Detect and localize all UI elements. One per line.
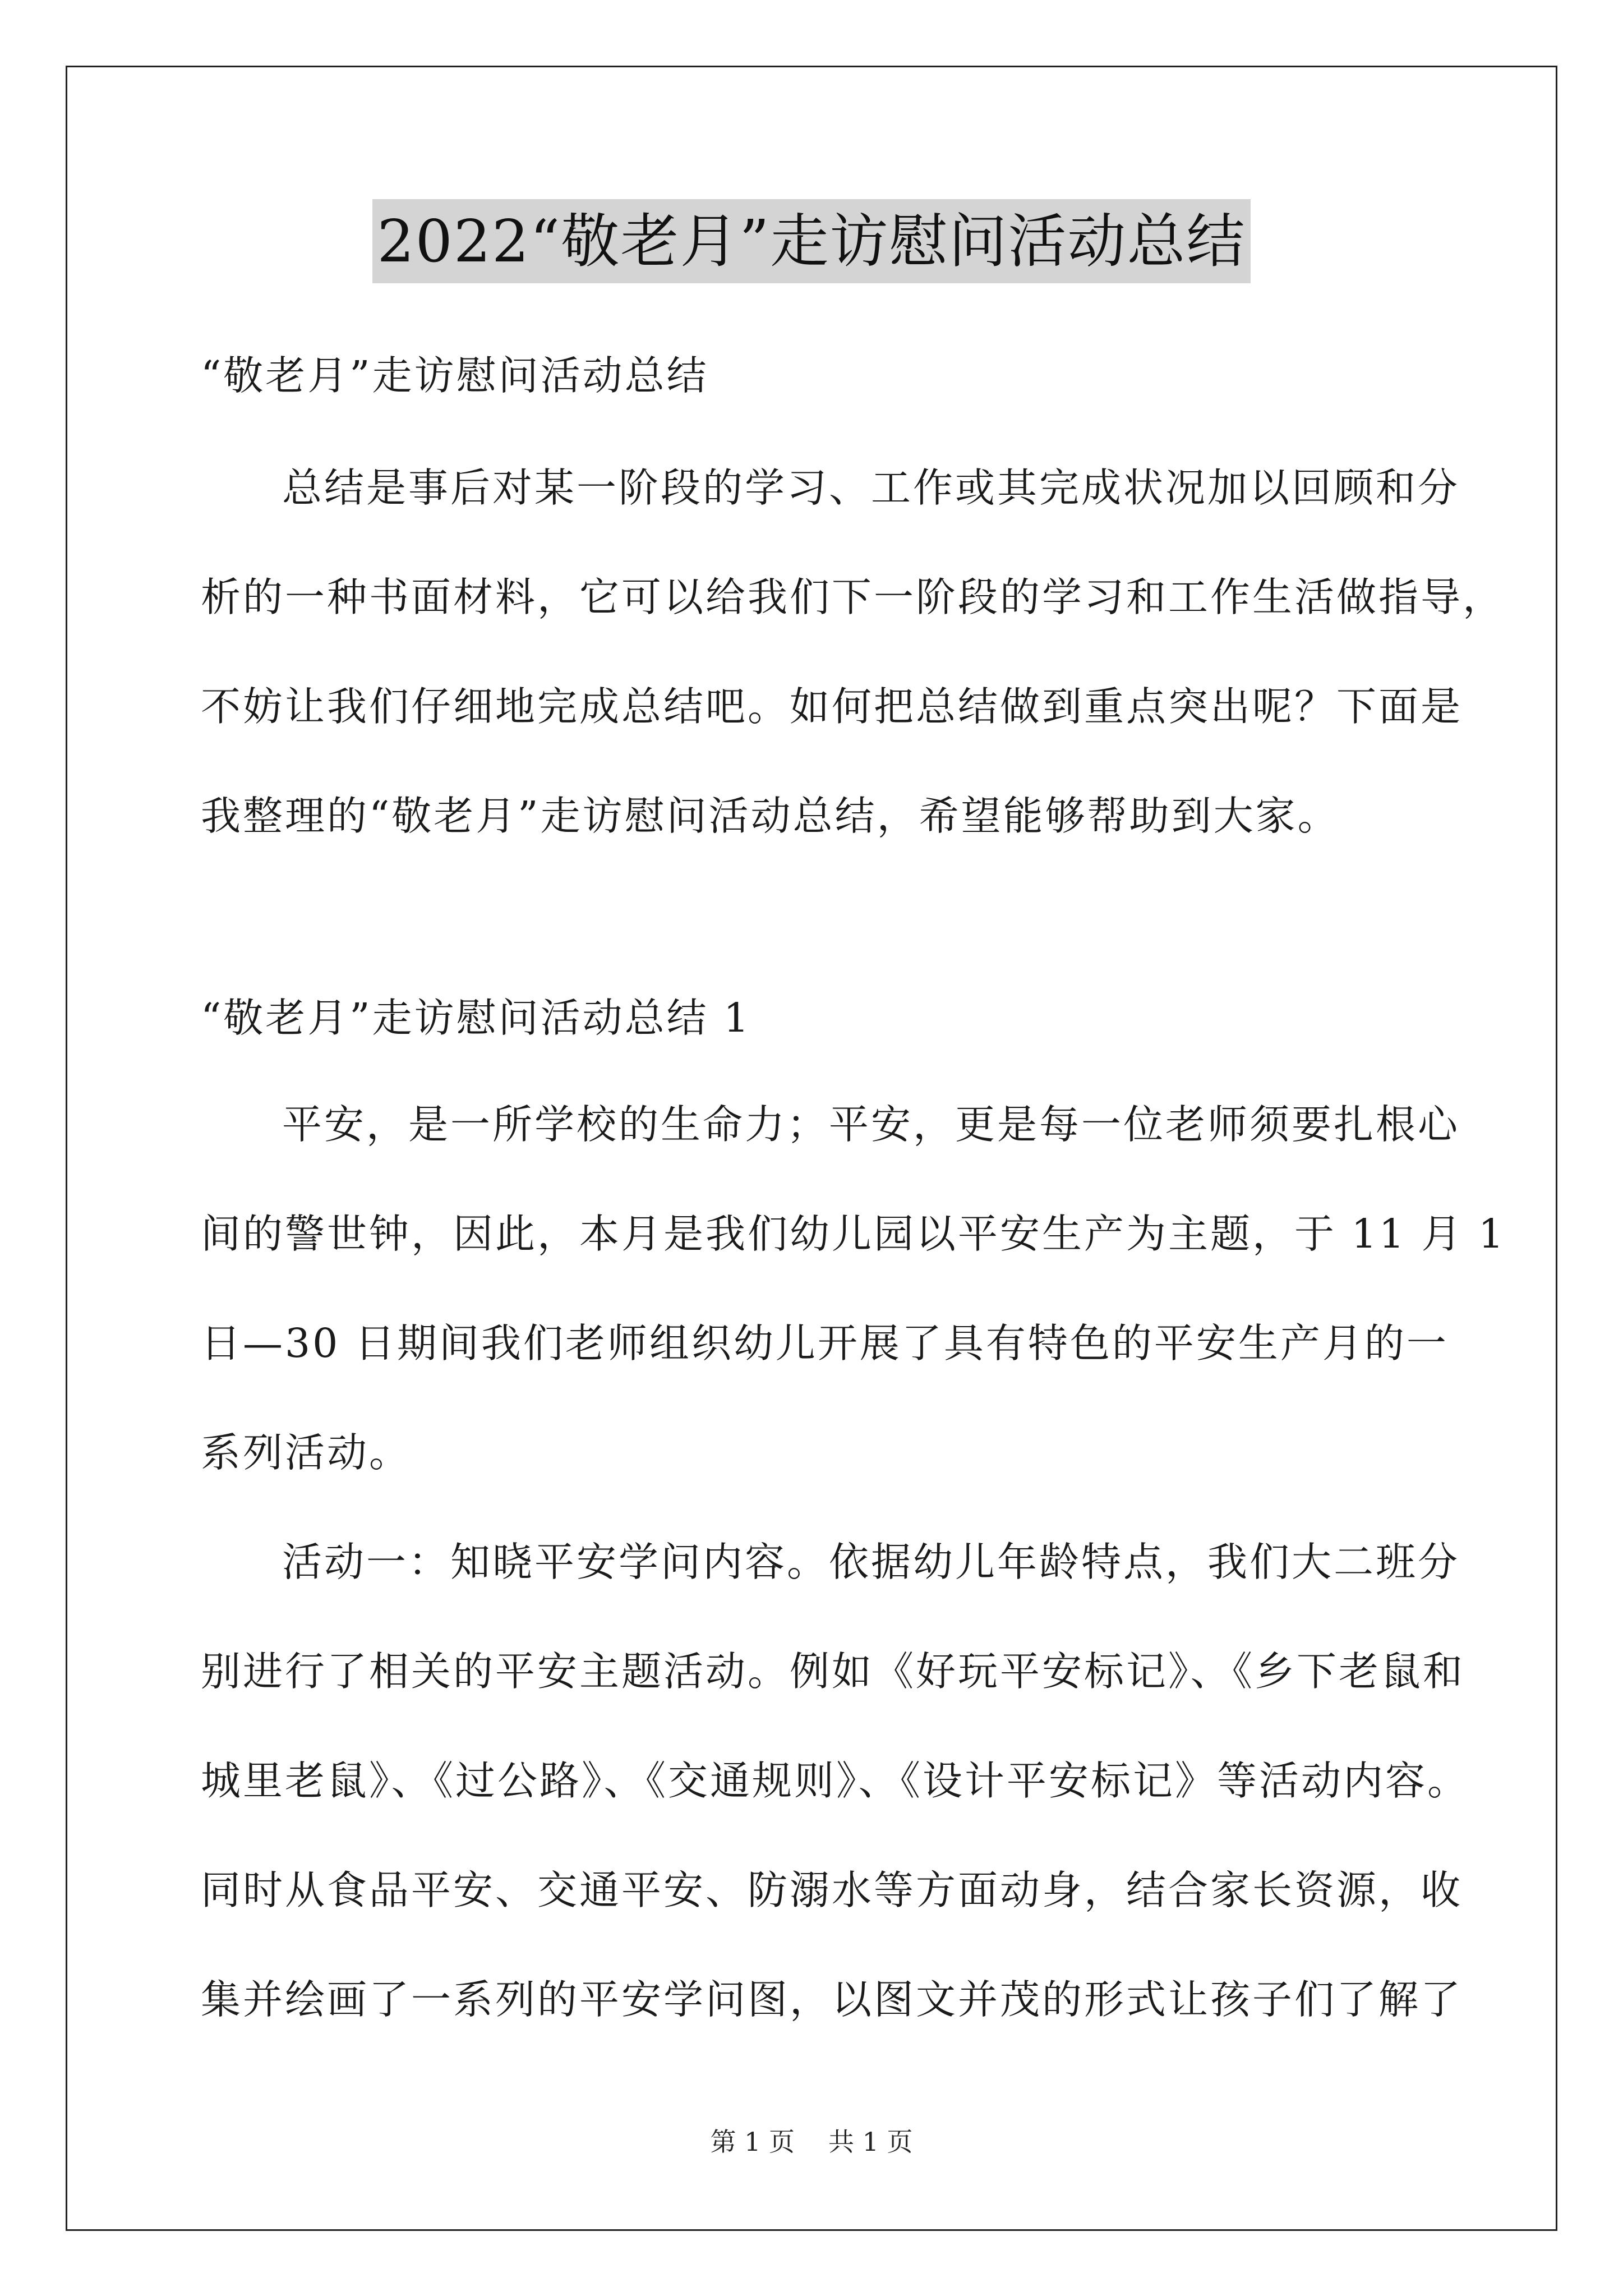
page-number: 第 1 页 <box>710 2127 795 2157</box>
paragraph-line: 活动一：知晓平安学问内容。依据幼儿年龄特点，我们大二班分 <box>282 1539 1460 1585</box>
paragraph-line: 同时从食品平安、交通平安、防溺水等方面动身，结合家长资源，收 <box>201 1867 1463 1913</box>
paragraph-line: 总结是事后对某一阶段的学习、工作或其完成状况加以回顾和分 <box>282 464 1460 511</box>
paragraph-line: 我整理的“敬老月”走访慰问活动总结，希望能够帮助到大家。 <box>201 793 1340 839</box>
paragraph-line: 析的一种书面材料，它可以给我们下一阶段的学习和工作生活做指导， <box>201 574 1505 620</box>
paragraph-line: 间的警世钟，因此，本月是我们幼儿园以平安生产为主题，于 11 月 1 <box>201 1211 1506 1257</box>
paragraph-line: 平安，是一所学校的生命力；平安，更是每一位老师须要扎根心 <box>282 1101 1460 1148</box>
paragraph-line: 不妨让我们仔细地完成总结吧。如何把总结做到重点突出呢？下面是 <box>201 683 1463 730</box>
paragraph-line: 别进行了相关的平安主题活动。例如《好玩平安标记》、《乡下老鼠和 <box>201 1648 1465 1695</box>
subtitle-line: “敬老月”走访慰问活动总结 <box>201 352 709 399</box>
title-container <box>0 199 1623 283</box>
page-total: 共 1 页 <box>828 2127 913 2157</box>
section-heading: “敬老月”走访慰问活动总结 1 <box>201 995 751 1041</box>
document-title: 2022“敬老月”走访慰问活动总结 <box>372 199 1250 283</box>
page-footer <box>0 2125 1623 2159</box>
paragraph-line: 集并绘画了一系列的平安学问图，以图文并茂的形式让孩子们了解了 <box>201 1976 1463 2023</box>
paragraph-line: 城里老鼠》、《过公路》、《交通规则》、《设计平安标记》等活动内容。 <box>201 1757 1470 1804</box>
paragraph-line: 日—30 日期间我们老师组织幼儿开展了具有特色的平安生产月的一 <box>201 1320 1449 1366</box>
paragraph-line: 系列活动。 <box>201 1429 412 1476</box>
